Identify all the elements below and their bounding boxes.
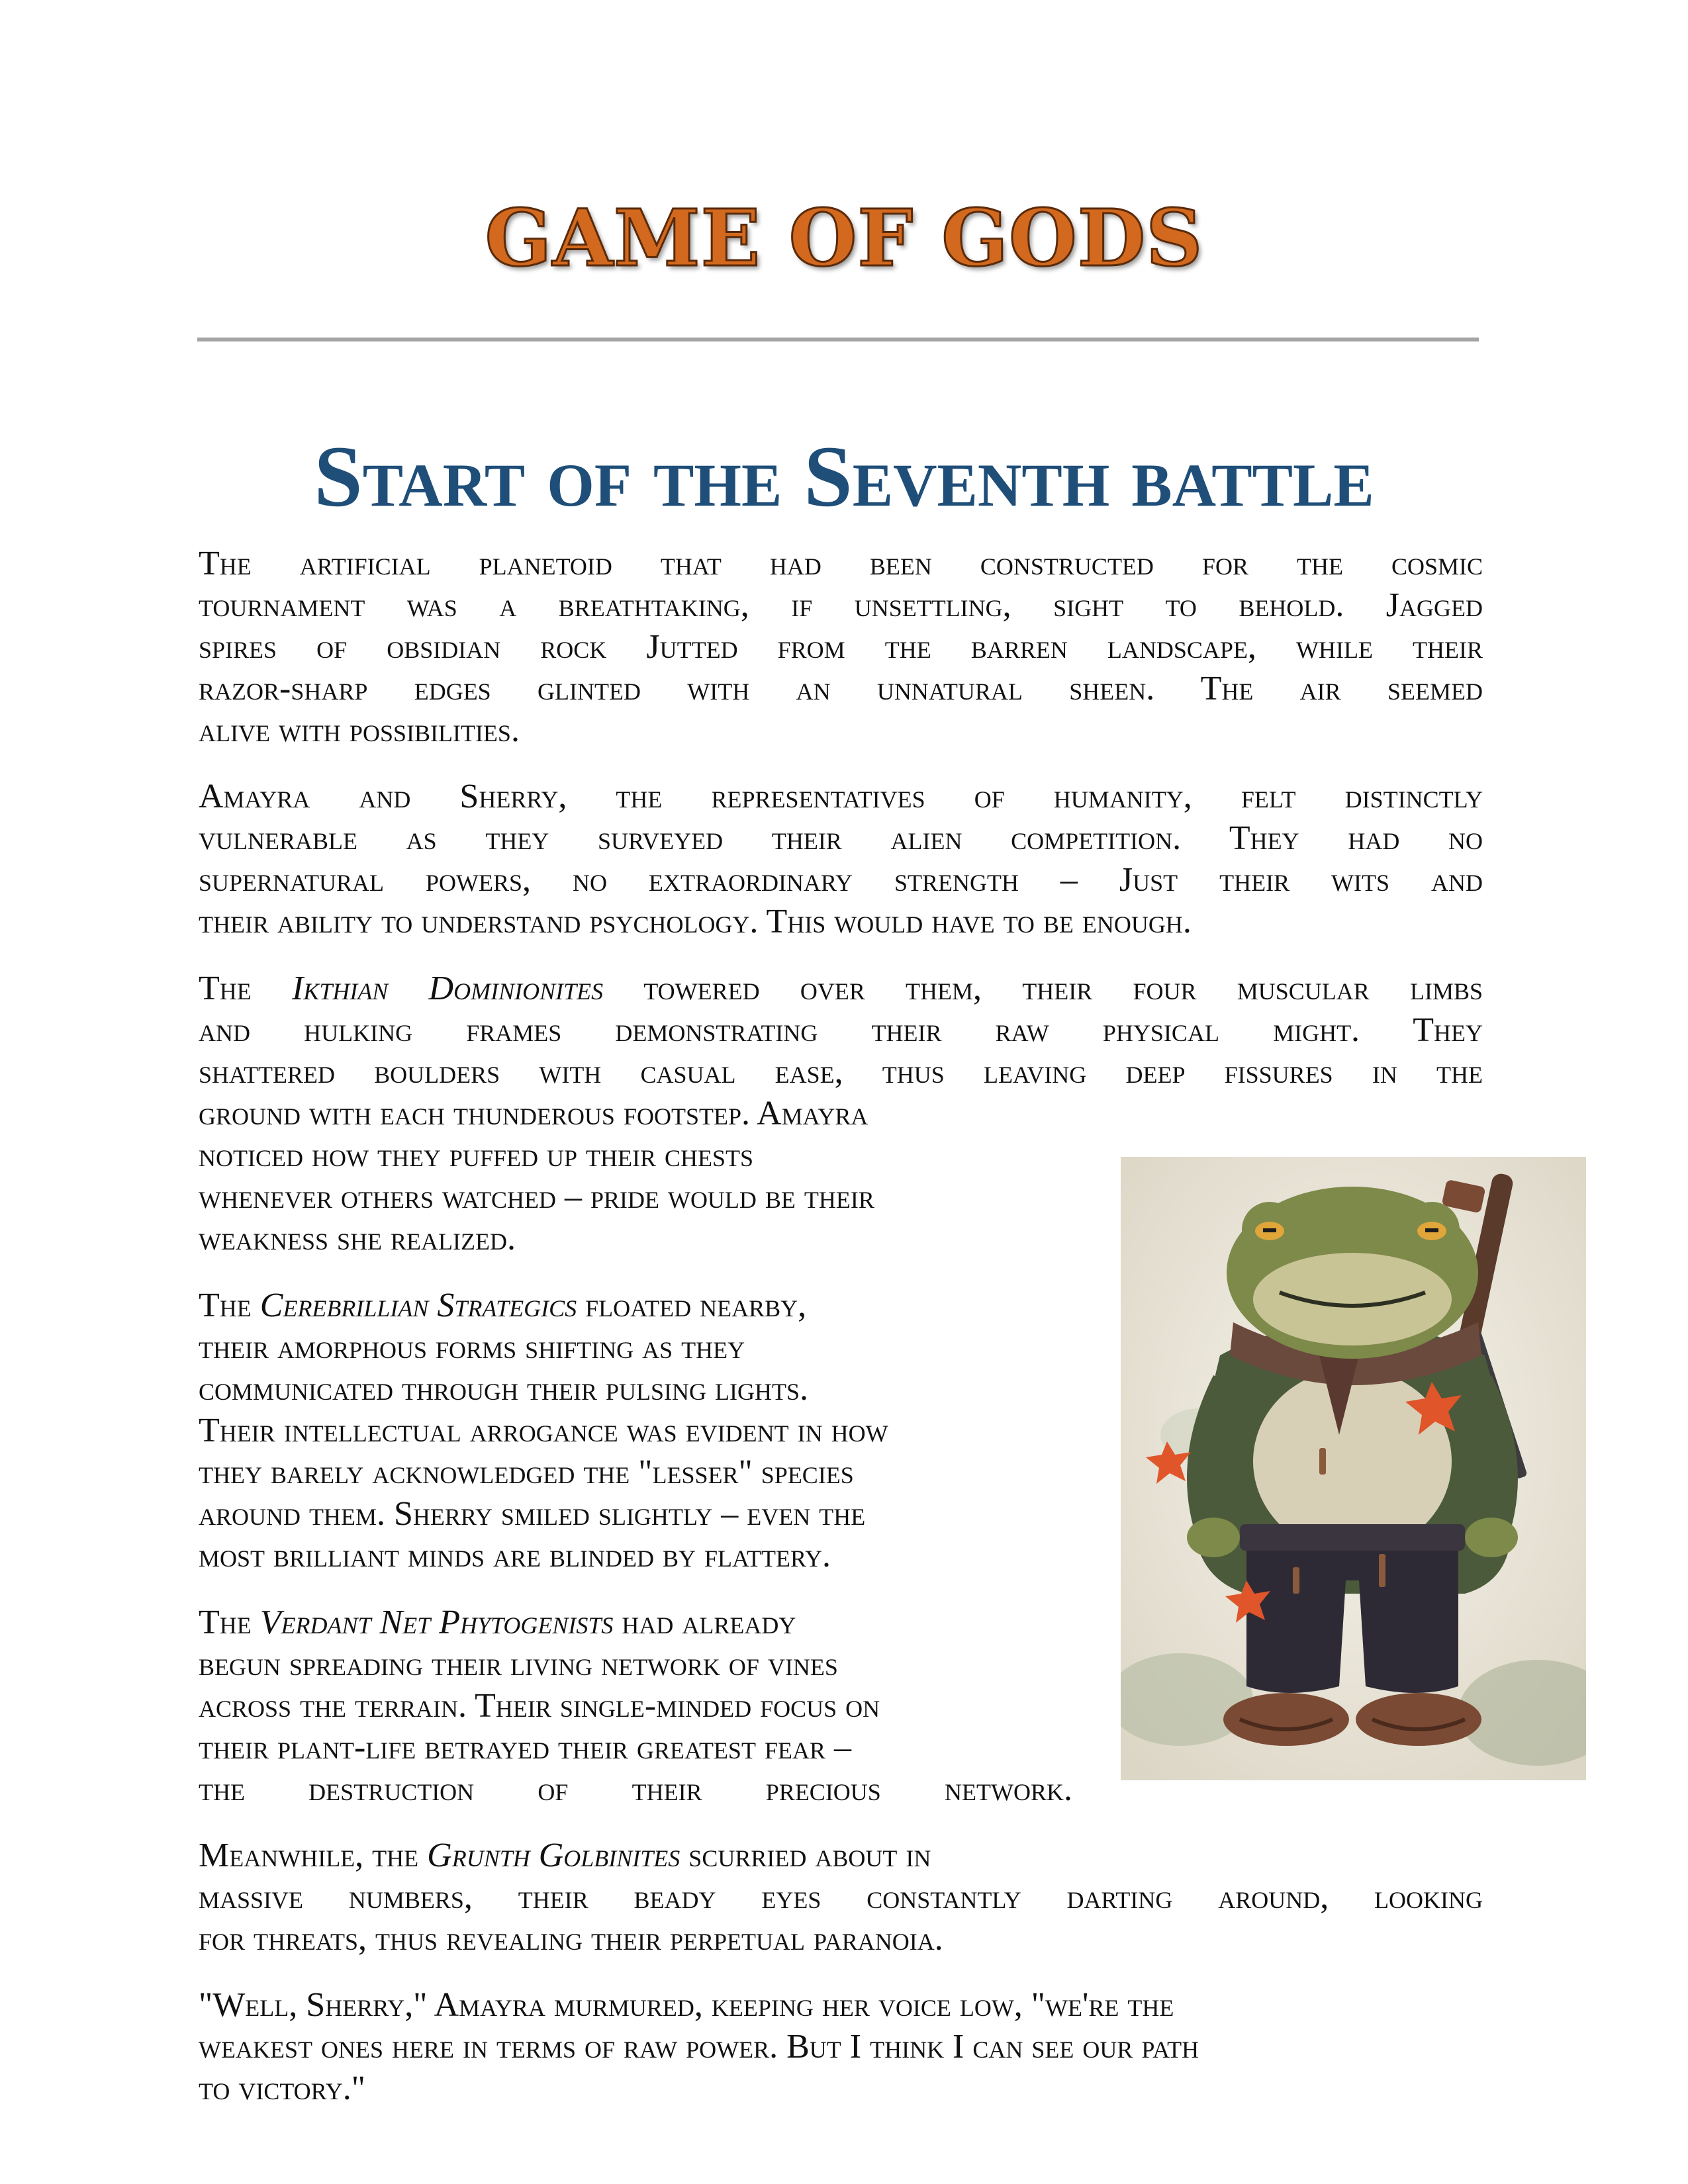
text-line: most brilliant minds are blinded by flattery. <box>199 1537 831 1574</box>
paragraph-humanity <box>199 776 1483 942</box>
text-line: for threats, thus revealing their perpetual paranoia. <box>199 1920 943 1958</box>
text-line: communicated through their pulsing lights. <box>199 1370 808 1408</box>
paragraph-cerebrillian <box>199 1285 888 1576</box>
text-fragment: Meanwhile, the <box>199 1837 428 1874</box>
text-fragment: towered over them, their four muscular limbs <box>603 970 1483 1007</box>
text-line: across the terrain. Their single-minded focus on <box>199 1687 880 1725</box>
text-line: their ability to understand psychology. This would have to be enough. <box>199 903 1192 940</box>
text-line: whenever others watched – pride would be their <box>199 1178 874 1216</box>
text-line: supernatural powers, no extraordinary strength – Just their wits and <box>199 861 1483 899</box>
chapter-heading: Start of the Seventh battle <box>314 428 1374 525</box>
text-line: Amayra and Sherry, the representatives of humanity, felt distinctly <box>199 778 1483 815</box>
text-line <box>199 1285 888 1326</box>
text-line: weakest ones here in terms of raw power. But I think I can see our path <box>199 2028 1199 2066</box>
book-title: GAME OF GODS <box>485 192 1203 284</box>
text-line: noticed how they puffed up their chests <box>199 1136 754 1174</box>
text-line: and hulking frames demonstrating their raw physical might. They <box>199 1011 1483 1049</box>
text-line: they barely acknowledged the "lesser" species <box>199 1453 854 1491</box>
text-fragment: had already <box>613 1604 796 1641</box>
faction-name-verdant: Verdant Net Phytogenists <box>259 1604 614 1641</box>
text-fragment: floated nearby, <box>577 1287 807 1324</box>
frog-warrior-illustration <box>1121 1157 1586 1780</box>
text-line: their amorphous forms shifting as they <box>199 1328 745 1366</box>
text-line: their plant-life betrayed their greatest fear – <box>199 1729 851 1766</box>
text-line: spires of obsidian rock Jutted from the barren landscape, while their <box>199 628 1483 666</box>
text-line <box>199 968 1483 1009</box>
paragraph-planetoid <box>199 543 1483 751</box>
text-line: begun spreading their living network of vines <box>199 1645 838 1683</box>
paragraph-verdant <box>199 1602 1072 1810</box>
text-line: ground with each thunderous footstep. Amayra <box>199 1095 868 1132</box>
title-divider <box>197 338 1479 341</box>
text-fragment: The <box>199 1287 260 1324</box>
paragraph-dialogue <box>199 1984 1199 2109</box>
faction-name-grunth: Grunth Golbinites <box>427 1837 680 1874</box>
text-line: weakness she realized. <box>199 1220 516 1257</box>
text-line <box>199 1602 1072 1643</box>
text-line: alive with possibilities. <box>199 711 520 749</box>
text-line: razor-sharp edges glinted with an unnatural sheen. The air seemed <box>199 670 1483 707</box>
text-line <box>199 1835 1483 1876</box>
text-line: the destruction of their precious network. <box>199 1770 1072 1808</box>
text-fragment: The <box>199 970 292 1007</box>
text-line: to victory." <box>199 2070 365 2107</box>
faction-name-ikthian: Ikthian Dominionites <box>291 970 604 1007</box>
text-fragment: scurried about in <box>680 1837 931 1874</box>
text-line: massive numbers, their beady eyes constantly darting around, looking <box>199 1878 1483 1916</box>
text-line: Their intellectual arrogance was evident in how <box>199 1412 888 1449</box>
paragraph-grunth <box>199 1835 1483 1960</box>
frog-warrior-drawing <box>1121 1157 1586 1780</box>
text-fragment: The <box>199 1604 260 1641</box>
text-line: shattered boulders with casual ease, thus leaving deep fissures in the <box>199 1053 1483 1091</box>
text-line: around them. Sherry smiled slightly – even the <box>199 1495 866 1533</box>
faction-name-cerebrillian: Cerebrillian Strategics <box>259 1287 577 1324</box>
text-line: tournament was a breathtaking, if unsettling, sight to behold. Jagged <box>199 586 1483 624</box>
text-line: The artificial planetoid that had been constructed for the cosmic <box>199 545 1483 582</box>
text-line: vulnerable as they surveyed their alien competition. They had no <box>199 819 1483 857</box>
text-line: "Well, Sherry," Amayra murmured, keeping her voice low, "we're the <box>199 1986 1174 2024</box>
